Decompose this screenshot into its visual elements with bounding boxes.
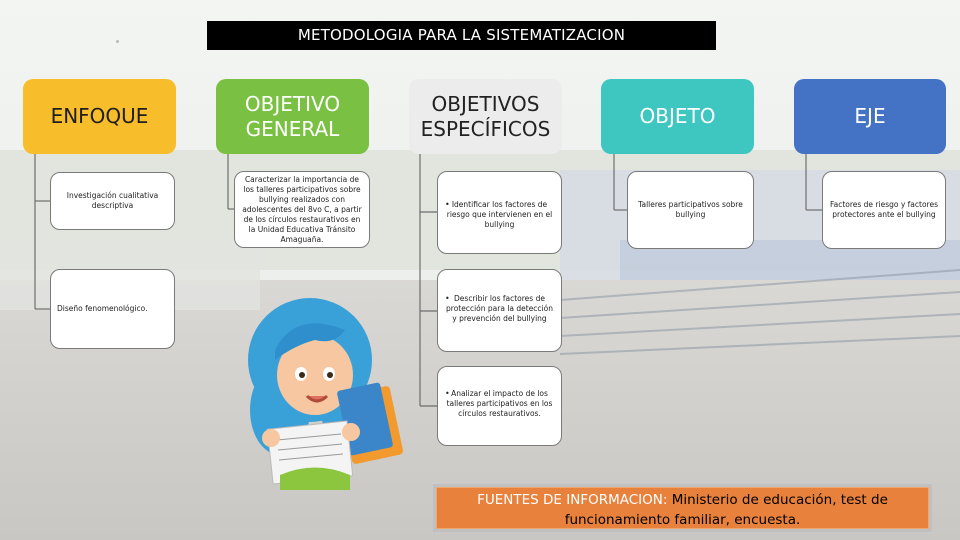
objetivo-especifico-1: • Identificar los factores de riesgo que intervienen en el bullying xyxy=(437,171,562,254)
objetivo-general-card: Caracterizar la importancia de los talleres participativos sobre bullying realizados con adolescentes del 8vo C, a partir de los círculos restaurativos en la Unidad Educativa Tránsito Amaguaña. xyxy=(234,171,370,248)
objetivo-especifico-3: • Analizar el impacto de los talleres participativos en los círculos restaurativos. xyxy=(437,366,562,446)
header-objetivos-especificos: OBJETIVOS ESPECÍFICOS xyxy=(409,79,562,154)
eje-card: Factores de riesgo y factores protectores ante el bullying xyxy=(822,171,946,249)
enfoque-item-1: Investigación cualitativa descriptiva xyxy=(50,172,175,230)
bullet-icon: • xyxy=(445,389,450,398)
objeto-card: Talleres participativos sobre bullying xyxy=(627,171,754,249)
bullet-icon: • xyxy=(445,294,450,303)
header-objeto: OBJETO xyxy=(601,79,754,154)
header-objetivo-general: OBJETIVO GENERAL xyxy=(216,79,369,154)
bullet-icon: • xyxy=(445,200,450,209)
information-sources-text: Ministerio de educación, test de funcionamiento familiar, encuesta. xyxy=(564,492,888,528)
header-enfoque-label: ENFOQUE xyxy=(50,104,149,128)
information-sources-box xyxy=(433,484,932,532)
objetivo-especifico-2: • Describir los factores de protección para la detección y prevención del bullying xyxy=(437,269,562,352)
enfoque-item-2: Diseño fenomenológico. xyxy=(50,269,175,349)
page-title: METODOLOGIA PARA LA SISTEMATIZACION xyxy=(207,21,716,50)
header-enfoque xyxy=(23,79,176,154)
header-eje: EJE xyxy=(794,79,946,154)
information-sources-label: FUENTES DE INFORMACION: xyxy=(477,492,668,508)
